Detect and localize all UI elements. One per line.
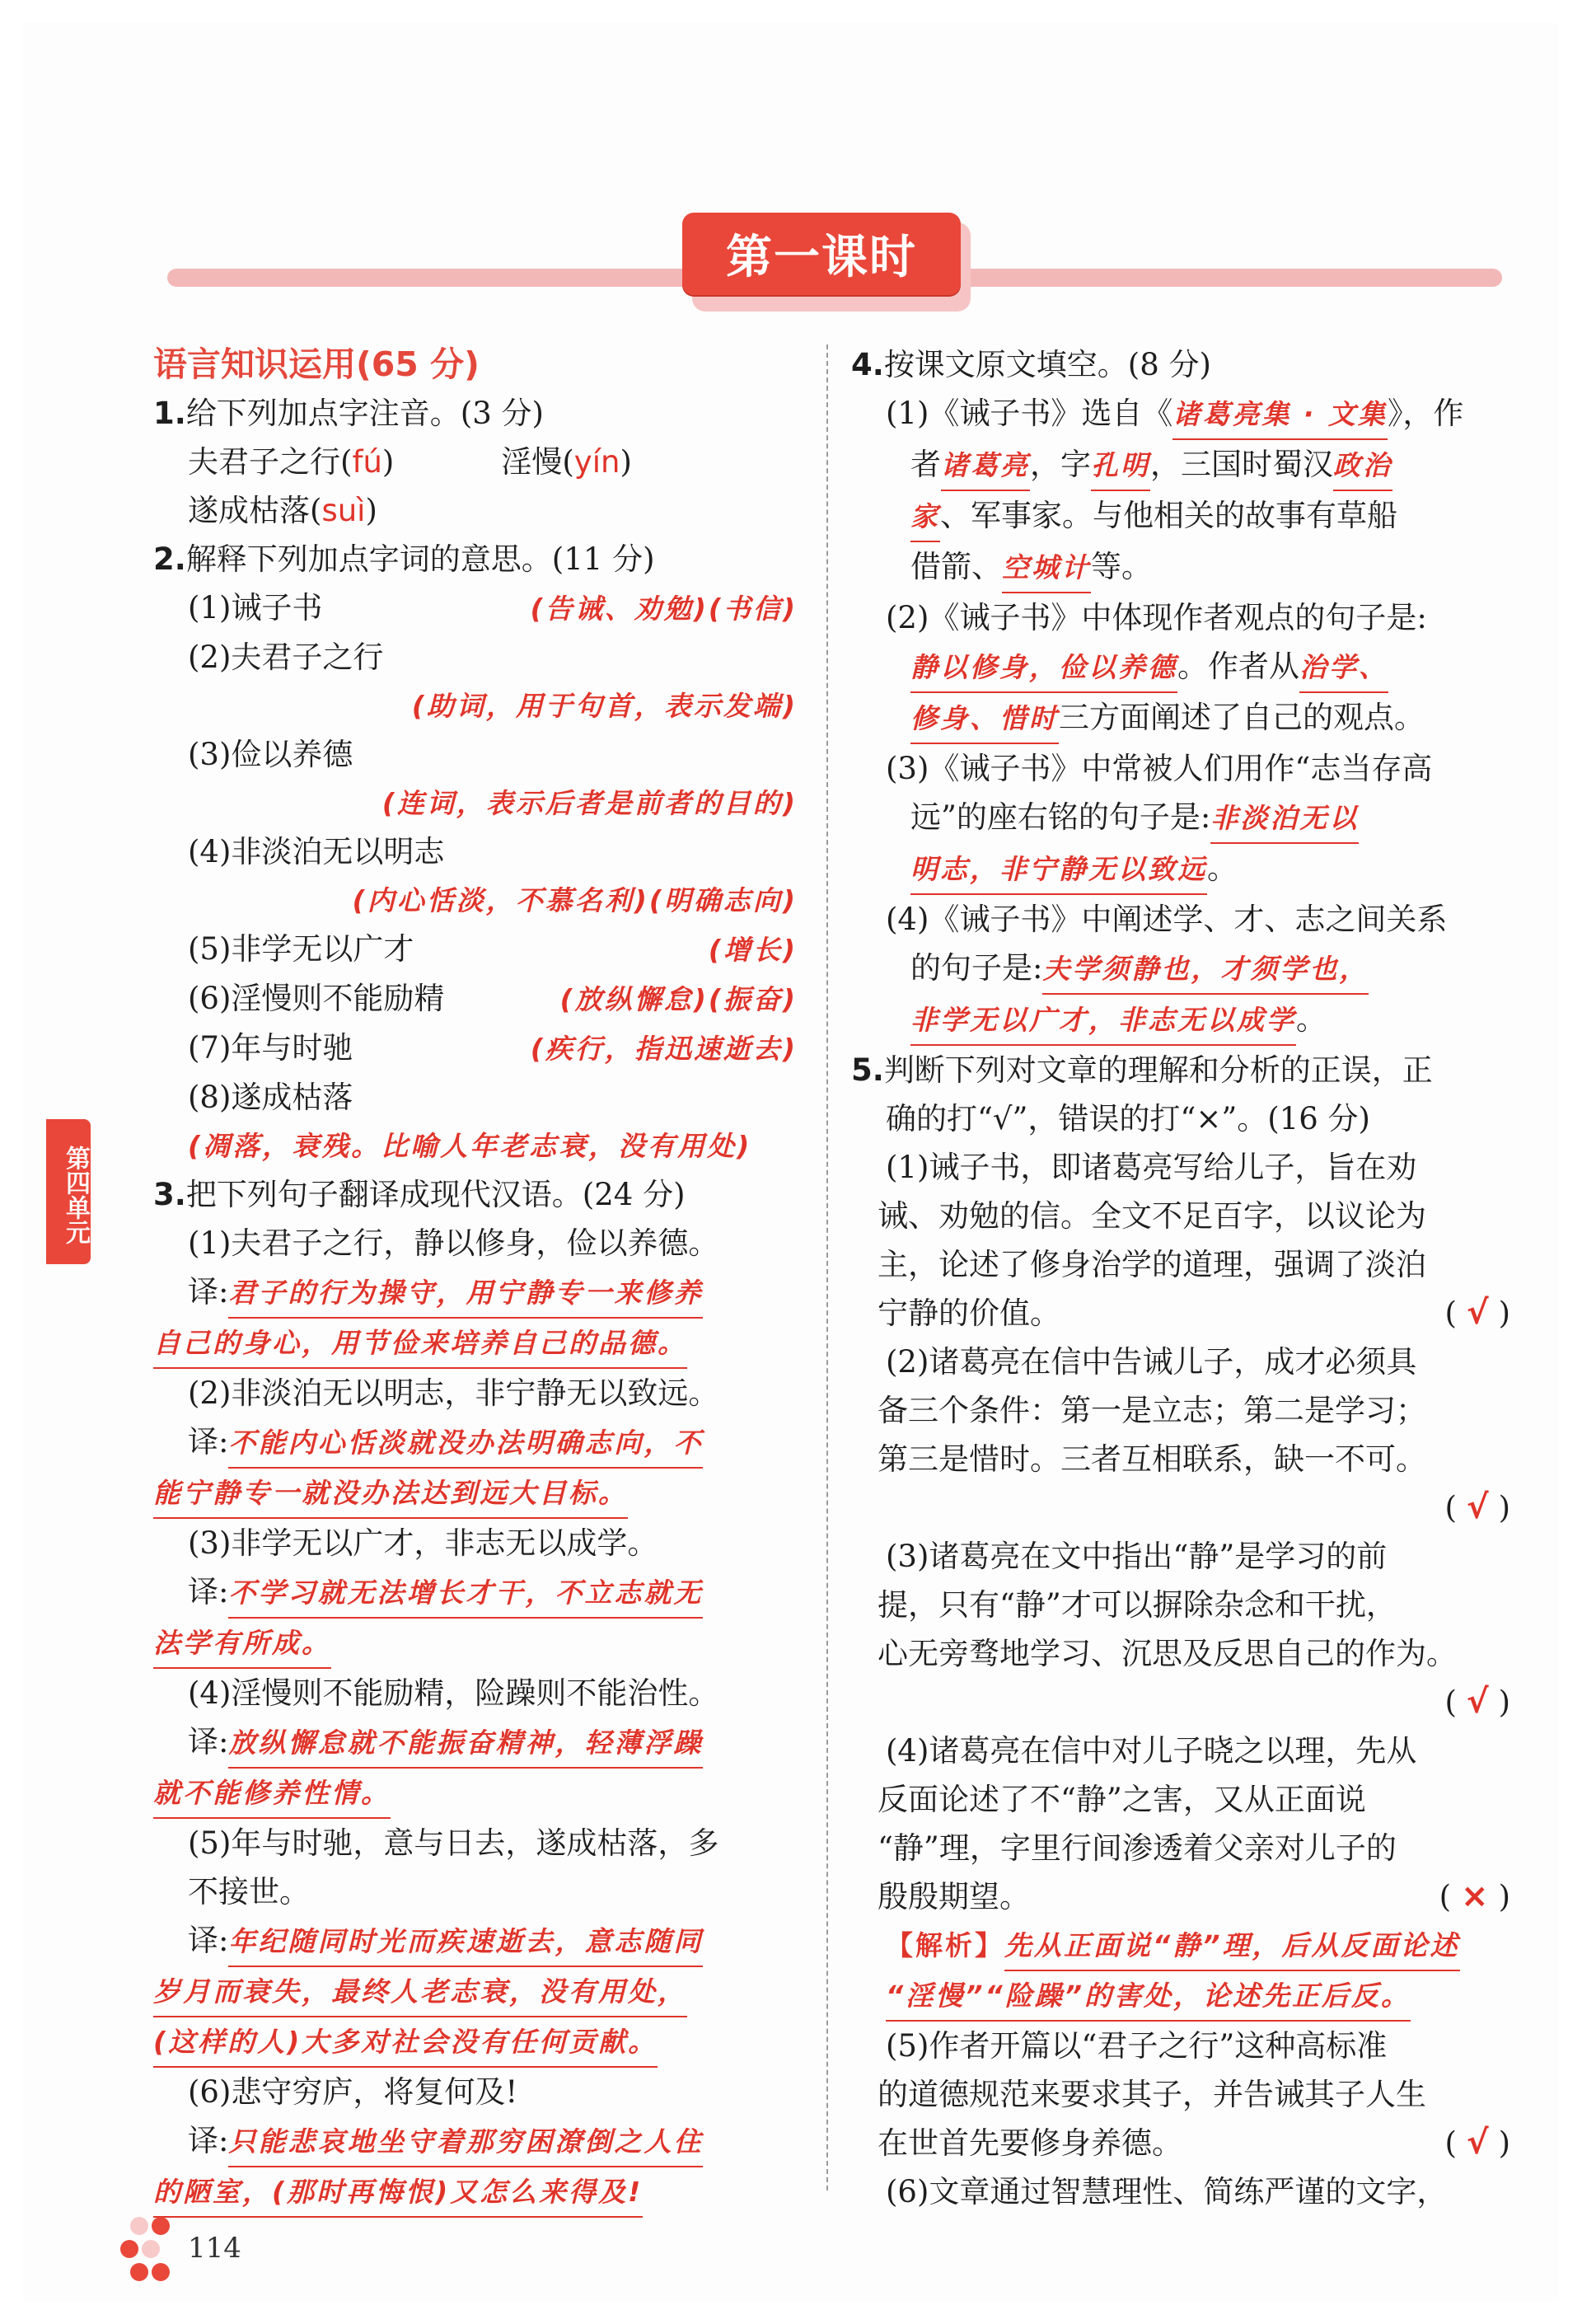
q5-statement-line: [851, 2167, 1510, 2216]
q5-statement: 在世首先要修身养德。: [878, 2125, 1182, 2161]
q4-text: 。: [1207, 850, 1238, 886]
q5-list: [851, 1143, 1510, 2216]
pinyin-answer: suì: [321, 493, 366, 528]
translation-label: 译:: [188, 1274, 229, 1310]
translation-label: 译:: [188, 1923, 229, 1958]
column-divider: [826, 344, 828, 2190]
q2-answer: (疾行，指迅速逝去): [530, 1033, 798, 1065]
judgement-box: ( × ): [1439, 1877, 1510, 1915]
q4-p4-line3: [851, 995, 1510, 1046]
q5-statement: (3)诸葛亮在文中指出“静”是学习的前: [886, 1539, 1388, 1574]
q3-translation-answer: 不学习就无法增长才干，不立志就无: [228, 1568, 703, 1619]
q3-translation-line: [153, 1967, 798, 2017]
q2-answer: (助词，用于句首，表示发端): [411, 690, 798, 722]
q2-answer: (放纵懈怠)(振奋): [559, 983, 798, 1015]
q4-text: 借箭、: [910, 549, 1002, 584]
q2-item-8: [153, 1073, 798, 1122]
q5-statement: 提，只有“静”才可以摒除杂念和干扰，: [878, 1587, 1397, 1623]
q5-statement-line: [851, 1727, 1510, 1775]
question-3: [153, 1170, 798, 1219]
q5-statement-line: [851, 1581, 1510, 1629]
q3-translation-answer: 不能内心恬淡就没办法明确志向，不: [228, 1418, 703, 1469]
judgement-box: ( √ ): [1444, 1488, 1510, 1526]
q4-text: 。: [1296, 1001, 1327, 1037]
q5-statement: 备三个条件：第一是立志；第二是学习；: [878, 1393, 1426, 1428]
q4-p1-line4: [851, 542, 1510, 593]
q1-word: 淫慢(: [501, 444, 574, 480]
decor-dot: [152, 2263, 170, 2281]
q3-translation-answer: 只能悲哀地坐守着那穷困潦倒之人住: [228, 2117, 703, 2167]
q4-p1-line3: [851, 491, 1510, 542]
q4-answer: 治学、: [1299, 643, 1388, 693]
q3-translation-line: [153, 1417, 798, 1469]
q5-statement-line: [851, 1872, 1510, 1921]
q1-close: ): [620, 444, 632, 480]
question-text: 判断下列对文章的理解和分析的正误，正: [883, 1052, 1433, 1088]
q4-p4-line1: [851, 895, 1510, 944]
q3-sentence-line: [153, 1867, 798, 1916]
decor-dot: [130, 2263, 148, 2281]
q4-text: 等。: [1091, 549, 1152, 584]
q3-translation-answer: 能宁静专一就没办法达到远大目标。: [153, 1469, 628, 1519]
q4-answer: 明志，非宁静无以致远: [910, 845, 1207, 895]
q2-phrase: (6)淫慢则不能励精: [188, 981, 445, 1016]
analysis-text: “淫慢”“险躁”的害处，论述先正后反。: [886, 1971, 1411, 2022]
question-number: 3.: [153, 1177, 186, 1212]
q3-translation-line: [153, 2017, 798, 2068]
q4-p1-line1: [851, 389, 1510, 440]
q3-list: [153, 1219, 798, 2218]
q5-statement: (4)诸葛亮在信中对儿子晓之以理，先从: [886, 1733, 1417, 1769]
q2-phrase: (8)遂成枯落: [188, 1080, 353, 1115]
q2-item-2: [153, 633, 798, 682]
q5-statement: (6)文章通过智慧理性、简练严谨的文字，: [886, 2174, 1448, 2209]
q4-p3-line1: [851, 744, 1510, 793]
judgement-mark: √: [1466, 1683, 1489, 1721]
page: [23, 23, 1559, 2301]
q4-text: 三方面阐述了自己的观点。: [1059, 700, 1425, 735]
q4-answer: 政治: [1333, 441, 1392, 491]
q2-phrase: (3)俭以养德: [188, 737, 353, 772]
q2-item-3: [153, 730, 798, 779]
q3-translation-line: [153, 1619, 798, 1669]
judgement-mark: ×: [1461, 1877, 1489, 1915]
question-text: 把下列句子翻译成现代汉语。(24 分): [185, 1177, 686, 1212]
question-number: 1.: [153, 396, 186, 431]
q2-item-7: [153, 1024, 798, 1073]
unit-side-tab: 第四单元: [46, 1119, 91, 1264]
lesson-title: 第一课时: [726, 231, 917, 284]
question-number: 5.: [851, 1052, 884, 1088]
q4-p4-line2: [851, 944, 1510, 995]
q5-statement-line: [851, 2022, 1510, 2070]
decor-dot: [130, 2217, 148, 2235]
q2-item-4: [153, 827, 798, 876]
q5-statement-line: [851, 1824, 1510, 1872]
q3-sentence: 不接世。: [188, 1874, 310, 1909]
q1-close: ): [381, 444, 395, 480]
q3-translation-answer: 的陋室，(那时再悔恨)又怎么来得及!: [153, 2167, 643, 2218]
q5-statement: (2)诸葛亮在信中告诫儿子，成才必须具: [886, 1344, 1417, 1380]
q5-statement-line: [851, 2119, 1510, 2167]
analysis-label: 【解析】: [886, 1929, 1004, 1961]
q3-translation-line: [153, 1567, 798, 1619]
question-1: [153, 389, 798, 438]
q2-item-3-answer-line: [153, 779, 798, 827]
q4-answer: 非淡泊无以: [1210, 794, 1359, 844]
q5-statement-line: [851, 1240, 1510, 1289]
q5-statement: “静”理，字里行间渗透着父亲对儿子的: [878, 1830, 1397, 1866]
q1-word: 遂成枯落(: [188, 493, 322, 528]
judgement-box: ( √ ): [1444, 2124, 1510, 2162]
q5-statement: 宁静的价值。: [878, 1296, 1060, 1331]
q3-translation-line: [153, 1916, 798, 1967]
q5-statement-line: [851, 1629, 1510, 1678]
decor-dot: [142, 2240, 160, 2258]
question-text: 确的打“√”，错误的打“×”。(16 分): [886, 1101, 1370, 1136]
q4-p3-line3: [851, 844, 1510, 895]
section-title: 语言知识运用(65 分): [153, 344, 480, 384]
judgement-box: ( √ ): [1444, 1683, 1510, 1721]
analysis-text: 先从正面说“静”理，后从反面论述: [1004, 1921, 1460, 1971]
judgement-mark: √: [1466, 2124, 1489, 2162]
q4-text: 远”的座右铭的句子是:: [910, 799, 1211, 835]
judgement-mark: √: [1466, 1488, 1489, 1526]
q3-translation-answer: 自己的身心，用节俭来培养自己的品德。: [153, 1319, 687, 1369]
question-number: 2.: [153, 541, 186, 577]
question-number: 4.: [851, 347, 884, 382]
q5-statement-line: [851, 1338, 1510, 1386]
q2-answer: (连词，表示后者是前者的目的): [381, 787, 798, 819]
q3-translation-line: [153, 2167, 798, 2218]
q5-statement-line: [851, 1435, 1510, 1483]
q2-item-4-answer-line: [153, 876, 798, 925]
q3-sentence-line: [153, 2068, 798, 2116]
q3-sentence-line: [153, 1669, 798, 1717]
q5-statement-line: [851, 1289, 1510, 1338]
pinyin-answer: yín: [573, 444, 620, 480]
q5-statement-line: [851, 2070, 1510, 2119]
q4-text: (2)《诫子书》中体现作者观点的句子是:: [886, 600, 1427, 635]
translation-label: 译:: [188, 1424, 229, 1460]
q4-p3-line2: [851, 793, 1510, 844]
q4-p2-line2: [851, 642, 1510, 693]
decor-dot: [120, 2240, 138, 2258]
question-2: [153, 535, 798, 583]
q2-answer: (告诫、劝勉)(书信): [530, 593, 798, 625]
q5-statement-line: [851, 1192, 1510, 1240]
q4-text: 。作者从: [1177, 649, 1299, 684]
translation-label: 译:: [188, 1574, 229, 1609]
q5-statement-line: [851, 1143, 1510, 1192]
q2-phrase: (2)夫君子之行: [188, 640, 384, 675]
q4-answer: 静以修身，俭以养德: [910, 643, 1177, 693]
q2-answer: (凋落，衰残。比喻人年老志衰，没有用处): [188, 1130, 752, 1162]
question-text: 给下列加点字注音。(3 分): [185, 396, 544, 431]
q3-sentence-line: [153, 1819, 798, 1867]
question-text: 按课文原文填空。(8 分): [883, 347, 1211, 382]
q4-answer: 夫学须静也，才须学也，: [1042, 944, 1369, 995]
q4-text: (4)《诫子书》中阐述学、才、志之间关系: [886, 902, 1448, 937]
q2-answer: (内心恬淡，不慕名利)(明确志向): [352, 884, 798, 916]
judgement-line: [851, 1678, 1510, 1727]
q4-text: ，三国时蜀汉: [1150, 447, 1333, 482]
q5-statement: 的道德规范来要求其子，并告诫其子人生: [878, 2077, 1426, 2112]
q4-answer: 诸葛亮集 · 文集: [1172, 390, 1388, 440]
q4-text: ，字: [1030, 447, 1091, 482]
q1-row-2: [153, 486, 798, 535]
q3-sentence: (3)非学无以广才，非志无以成学。: [188, 1525, 658, 1561]
q5-statement: 诫、劝勉的信。全文不足百字，以议论为: [878, 1198, 1426, 1234]
question-4: [851, 340, 1510, 389]
q3-sentence: (2)非淡泊无以明志，非宁静无以致远。: [188, 1375, 719, 1411]
q4-answer: 孔明: [1091, 441, 1150, 491]
analysis-line: [851, 1971, 1510, 2022]
question-text: 解释下列加点字词的意思。(11 分): [185, 541, 655, 577]
q4-answer: 家: [910, 492, 940, 542]
q5-statement: 殷殷期望。: [878, 1879, 1030, 1914]
q3-translation-line: [153, 1267, 798, 1319]
q2-item-2-answer-line: [153, 682, 798, 730]
q3-translation-line: [153, 1717, 798, 1769]
q2-item-5: [153, 925, 798, 974]
q3-translation-line: [153, 2116, 798, 2167]
q3-translation-answer: (这样的人)大多对社会没有任何贡献。: [153, 2017, 658, 2068]
q5-statement: (5)作者开篇以“君子之行”这种高标准: [886, 2028, 1388, 2064]
header-box: [682, 213, 961, 295]
q3-sentence: (4)淫慢则不能励精，险躁则不能治性。: [188, 1675, 719, 1711]
q4-answer: 修身、惜时: [910, 694, 1059, 744]
q2-item-6: [153, 974, 798, 1024]
q5-statement: 第三是惜时。三者互相联系，缺一不可。: [878, 1441, 1426, 1477]
q4-answer: 诸葛亮: [941, 441, 1030, 491]
q4-text: 的句子是:: [910, 950, 1043, 986]
translation-label: 译:: [188, 2123, 229, 2158]
q4-answer: 空城计: [1002, 543, 1091, 593]
q3-sentence-line: [153, 1519, 798, 1567]
q4-text: 、军事家。与他相关的故事有草船: [940, 498, 1397, 533]
q5-statement: (1)诫子书，即诸葛亮写给儿子，旨在劝: [886, 1150, 1417, 1185]
q4-text: (1)《诫子书》选自《: [886, 396, 1173, 431]
q3-sentence: (1)夫君子之行，静以修身，俭以养德。: [188, 1225, 719, 1261]
q4-p1-line2: [851, 440, 1510, 491]
q3-translation-line: [153, 1769, 798, 1819]
q3-sentence: (5)年与时驰，意与日去，遂成枯落，多: [188, 1825, 719, 1861]
q3-translation-answer: 年纪随同时光而疾速逝去，意志随同: [228, 1917, 703, 1967]
q2-item-1: [153, 583, 798, 633]
q2-answer: (增长): [708, 934, 798, 966]
q3-translation-answer: 岁月而衰失，最终人老志衰，没有用处，: [153, 1967, 687, 2017]
q1-row-1: [153, 438, 798, 486]
q2-phrase: (5)非学无以广才: [188, 931, 414, 967]
decor-dot: [152, 2217, 170, 2235]
q4-p2-line1: [851, 593, 1510, 642]
q3-translation-answer: 就不能修养性情。: [153, 1769, 391, 1819]
pinyin-answer: fú: [352, 444, 382, 480]
q2-phrase: (4)非淡泊无以明志: [188, 834, 445, 869]
left-column: [153, 340, 798, 2218]
q1-word: 夫君子之行(: [188, 444, 353, 480]
q4-text: (3)《诫子书》中常被人们用作“志当存高: [886, 751, 1433, 786]
q3-translation-answer: 君子的行为操守，用宁静专一来修养: [228, 1268, 703, 1319]
q5-statement: 反面论述了不“静”之害，又从正面说: [878, 1782, 1366, 1817]
page-number: 114: [188, 2232, 241, 2265]
q5-statement-line: [851, 1386, 1510, 1435]
judgement-box: ( √ ): [1444, 1294, 1510, 1332]
q2-item-8-answer-line: [153, 1122, 798, 1170]
q5-statement: 主，论述了修身治学的道理，强调了淡泊: [878, 1247, 1426, 1282]
q3-sentence-line: [153, 1369, 798, 1417]
q5-statement-line: [851, 1775, 1510, 1824]
q3-translation-answer: 放纵懈怠就不能振奋精神，轻薄浮躁: [228, 1718, 703, 1769]
q4-p2-line3: [851, 693, 1510, 744]
judgement-mark: √: [1466, 1294, 1489, 1332]
q3-sentence: (6)悲守穷庐，将复何及!: [188, 2074, 518, 2110]
question-5: [851, 1046, 1510, 1094]
right-column: [851, 340, 1510, 2216]
judgement-line: [851, 1483, 1510, 1532]
q3-sentence-line: [153, 1219, 798, 1267]
analysis-line: [851, 1921, 1510, 1971]
q3-translation-answer: 法学有所成。: [153, 1619, 331, 1669]
q2-phrase: (1)诫子书: [188, 590, 323, 626]
q3-translation-line: [153, 1319, 798, 1369]
q4-answer: 非学无以广才，非志无以成学: [910, 996, 1296, 1046]
q3-translation-line: [153, 1469, 798, 1519]
translation-label: 译:: [188, 1724, 229, 1759]
q4-text: 者: [910, 447, 941, 482]
q1-close: ): [365, 493, 377, 528]
question-5-line2: [851, 1094, 1510, 1143]
q2-phrase: (7)年与时驰: [188, 1030, 353, 1066]
q5-statement: 心无旁骛地学习、沉思及反思自己的作为。: [878, 1636, 1457, 1671]
q5-statement-line: [851, 1532, 1510, 1581]
q4-text: 》，作: [1387, 396, 1464, 431]
